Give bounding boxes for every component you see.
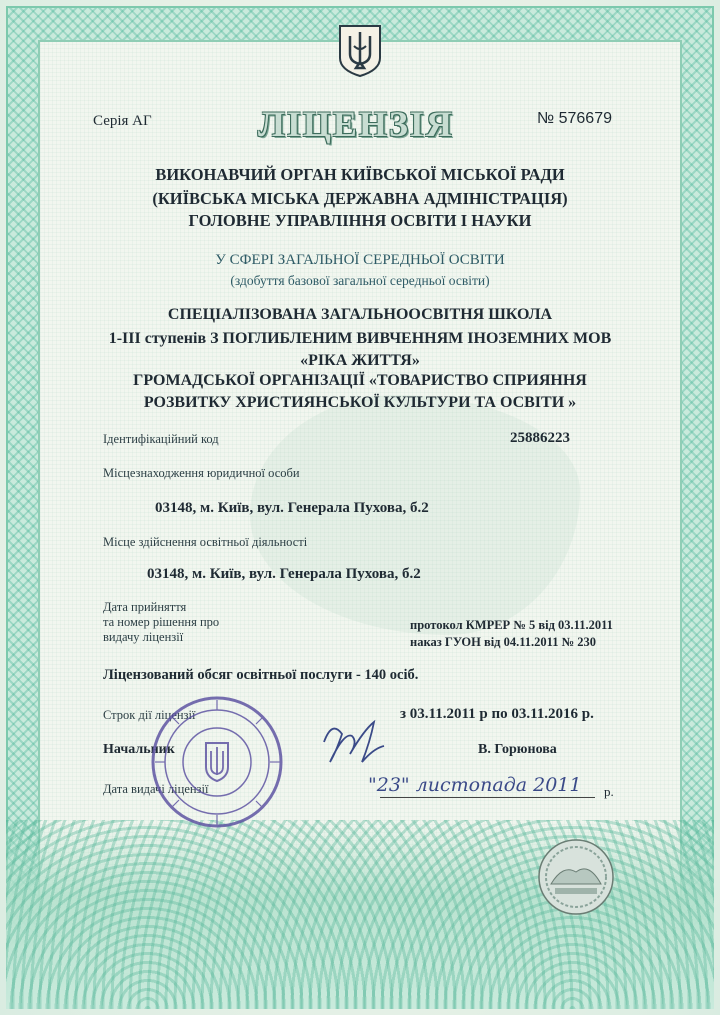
decision-label — [103, 600, 219, 645]
chief-label: Начальник — [103, 742, 175, 757]
decision-label-line-2: та номер рішення про — [103, 615, 220, 629]
id-code-value: 25886223 — [510, 430, 570, 446]
activity-place-label: Місце здійснення освітньої діяльності — [103, 535, 308, 549]
id-code-label: Ідентифікаційний код — [103, 432, 219, 446]
licensee-line-1: СПЕЦІАЛІЗОВАНА ЗАГАЛЬНООСВІТНЯ ШКОЛА — [167, 306, 553, 323]
location-value: 03148, м. Київ, вул. Генерала Пухова, б.2 — [155, 500, 429, 516]
licensee-line-3: «РІКА ЖИТТЯ» — [300, 352, 420, 369]
authority-line-2: (КИЇВСЬКА МІСЬКА ДЕРЖАВНА АДМІНІСТРАЦІЯ) — [152, 189, 568, 208]
issue-date-label: Дата видачі ліцензії — [103, 782, 209, 796]
sphere-line-2: (здобуття базової загальної середньої освіти) — [230, 273, 490, 288]
decision-value-line-2: наказ ГУОН від 04.11.2011 № 230 — [410, 635, 597, 649]
decision-value-line-1: протокол КМРЕР № 5 від 03.11.2011 — [410, 618, 613, 632]
authority-line-3: ГОЛОВНЕ УПРАВЛІННЯ ОСВІТИ І НАУКИ — [188, 211, 532, 230]
location-label: Місцезнаходження юридичної особи — [103, 466, 300, 480]
issue-date-suffix: р. — [604, 784, 614, 799]
license-number: № 576679 — [537, 110, 612, 127]
licensee-line-5: РОЗВИТКУ ХРИСТИЯНСЬКОЇ КУЛЬТУРИ ТА ОСВІТИ » — [143, 394, 577, 411]
hologram-seal-icon — [537, 838, 615, 916]
licensed-volume: Ліцензований обсяг освітньої послуги - 140 осіб. — [103, 667, 419, 683]
licensee-line-4: ГРОМАДСЬКОЇ ОРГАНІЗАЦІЇ «ТОВАРИСТВО СПРИЯННЯ — [133, 372, 587, 389]
issue-date-underline — [380, 797, 595, 798]
series-label: Серія АГ — [93, 113, 152, 129]
trident-emblem-icon — [336, 22, 384, 78]
licensee-line-2: 1-ІІІ ступенів З ПОГЛИБЛЕНИМ ВИВЧЕННЯМ ІНОЗЕМНИХ МОВ — [108, 330, 612, 347]
signature-icon — [318, 712, 388, 774]
term-label: Строк дії ліцензії — [103, 708, 196, 722]
document-title: ЛІЦЕНЗІЯ — [258, 104, 454, 144]
sphere-line-1: У СФЕРІ ЗАГАЛЬНОЇ СЕРЕДНЬОЇ ОСВІТИ — [215, 252, 505, 268]
decision-value — [410, 617, 613, 651]
chief-name: В. Горюнова — [478, 742, 557, 757]
authority-line-1: ВИКОНАВЧИЙ ОРГАН КИЇВСЬКОЇ МІСЬКОЇ РАДИ — [155, 165, 565, 184]
decision-label-line-1: Дата прийняття — [103, 600, 187, 614]
term-value: з 03.11.2011 р по 03.11.2016 р. — [400, 706, 594, 722]
issue-date-handwritten: "23" листопада 2011 — [368, 774, 582, 796]
decision-label-line-3: видачу ліцензії — [103, 630, 184, 644]
official-stamp-icon — [150, 695, 285, 830]
activity-place-value: 03148, м. Київ, вул. Генерала Пухова, б.2 — [147, 566, 421, 582]
